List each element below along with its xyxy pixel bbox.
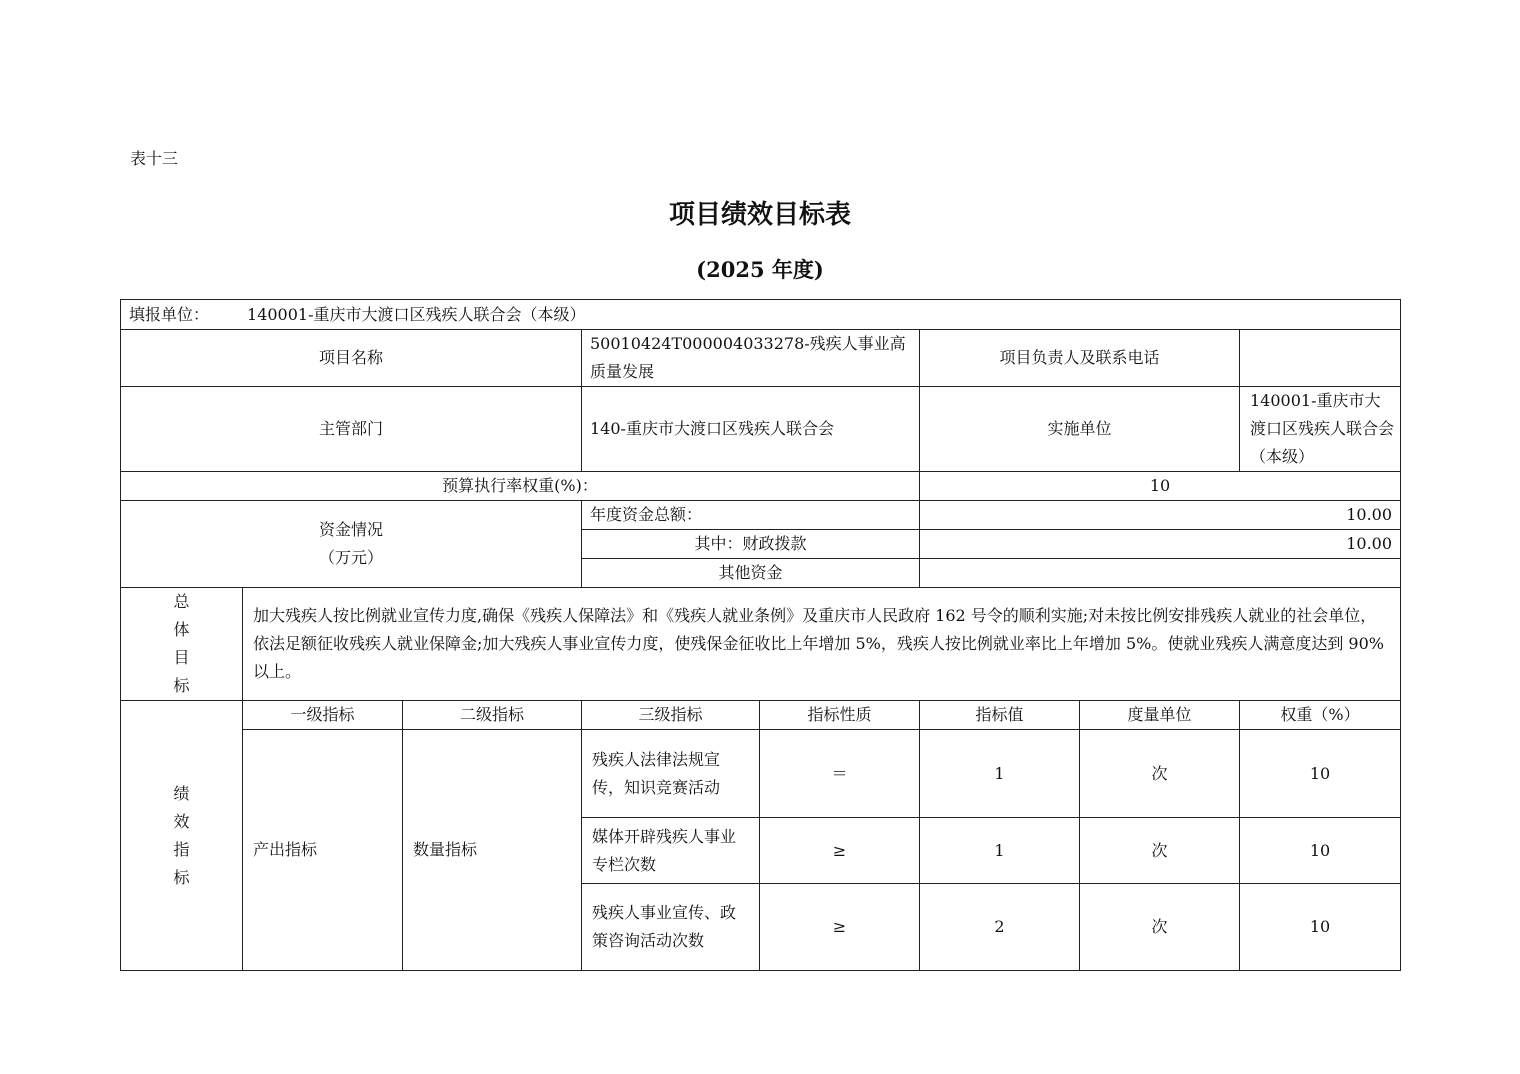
indicator-nature: ≥ xyxy=(760,818,920,884)
funds-total-value: 10.00 xyxy=(920,501,1401,530)
header-level2: 二级指标 xyxy=(403,701,582,730)
page-title: 项目绩效目标表 xyxy=(668,200,851,230)
overall-goal-label-char: 总 xyxy=(173,592,190,611)
project-name-row xyxy=(121,330,1401,387)
header-level3: 三级指标 xyxy=(582,701,760,730)
overall-goal-row xyxy=(121,588,1401,701)
header-value: 指标值 xyxy=(920,701,1080,730)
indicator-level3: 残疾人事业宣传、政策咨询活动次数 xyxy=(582,884,760,971)
reporting-unit-cell xyxy=(121,300,1401,330)
funds-fiscal-value: 10.00 xyxy=(920,530,1401,559)
funds-label-line2: （万元） xyxy=(318,548,383,567)
indicator-level1: 产出指标 xyxy=(243,730,403,971)
indicator-unit: 次 xyxy=(1080,730,1240,818)
budget-weight-value: 10 xyxy=(920,472,1401,501)
indicators-label-char: 指 xyxy=(173,839,190,859)
indicators-label-char: 绩 xyxy=(173,783,190,803)
performance-goal-table xyxy=(120,299,1401,971)
indicators-label xyxy=(121,701,243,971)
budget-weight-label: 预算执行率权重(%)： xyxy=(121,472,920,501)
funds-total-row xyxy=(121,501,1401,530)
funds-fiscal-label: 其中：财政拨款 xyxy=(582,530,920,559)
overall-goal-label-char: 体 xyxy=(173,620,190,639)
indicator-header-row xyxy=(121,701,1401,730)
implementing-unit-label: 实施单位 xyxy=(920,387,1240,472)
header-nature: 指标性质 xyxy=(760,701,920,730)
funds-total-label: 年度资金总额： xyxy=(582,501,920,530)
department-label: 主管部门 xyxy=(121,387,582,472)
table-number-label: 表十三 xyxy=(130,149,179,168)
reporting-unit-label: 填报单位： xyxy=(129,304,210,324)
overall-goal-label-char: 目 xyxy=(173,648,190,667)
indicator-unit: 次 xyxy=(1080,884,1240,971)
indicator-value: 1 xyxy=(920,730,1080,818)
indicator-nature: ＝ xyxy=(760,730,920,818)
indicator-value: 1 xyxy=(920,818,1080,884)
funds-label xyxy=(121,501,582,588)
implementing-unit-value: 140001-重庆市大渡口区残疾人联合会（本级） xyxy=(1240,387,1401,472)
indicator-level2: 数量指标 xyxy=(403,730,582,971)
overall-goal-text: 加大残疾人按比例就业宣传力度,确保《残疾人保障法》和《残疾人就业条例》及重庆市人民政府 162 号令的顺利实施;对未按比例安排残疾人就业的社会单位，依法足额征收残疾人就业保障金;加大残疾人事业宣传力度，使残保金征收比上年增加 5%，残疾人按比例就业率比上年增加 5%。使就业残疾人满意度达到 90%以上。 xyxy=(243,588,1401,701)
header-unit: 度量单位 xyxy=(1080,701,1240,730)
project-name-label: 项目名称 xyxy=(121,330,582,387)
funds-other-label: 其他资金 xyxy=(582,559,920,588)
indicator-weight: 10 xyxy=(1240,884,1401,971)
indicator-unit: 次 xyxy=(1080,818,1240,884)
indicator-weight: 10 xyxy=(1240,818,1401,884)
reporting-unit-value: 140001-重庆市大渡口区残疾人联合会（本级） xyxy=(247,304,586,324)
indicator-level3: 残疾人法律法规宣传，知识竞赛活动 xyxy=(582,730,760,818)
header-weight: 权重（%） xyxy=(1240,701,1401,730)
funds-label-line1: 资金情况 xyxy=(318,520,383,539)
header-level1: 一级指标 xyxy=(243,701,403,730)
indicators-label-char: 效 xyxy=(173,811,190,831)
indicator-value: 2 xyxy=(920,884,1080,971)
department-value: 140-重庆市大渡口区残疾人联合会 xyxy=(582,387,920,472)
department-row xyxy=(121,387,1401,472)
project-owner-label: 项目负责人及联系电话 xyxy=(920,330,1240,387)
indicator-weight: 10 xyxy=(1240,730,1401,818)
budget-weight-row xyxy=(121,472,1401,501)
indicator-level3: 媒体开辟残疾人事业专栏次数 xyxy=(582,818,760,884)
overall-goal-label xyxy=(121,588,243,701)
page-subtitle: (2025 年度) xyxy=(696,257,824,282)
project-name-value: 50010424T000004033278-残疾人事业高质量发展 xyxy=(582,330,920,387)
indicator-nature: ≥ xyxy=(760,884,920,971)
reporting-unit-row xyxy=(121,300,1401,330)
indicators-label-char: 标 xyxy=(173,867,190,887)
indicator-row xyxy=(121,730,1401,818)
funds-other-value xyxy=(920,559,1401,588)
project-owner-value xyxy=(1240,330,1401,387)
overall-goal-label-char: 标 xyxy=(173,676,190,695)
